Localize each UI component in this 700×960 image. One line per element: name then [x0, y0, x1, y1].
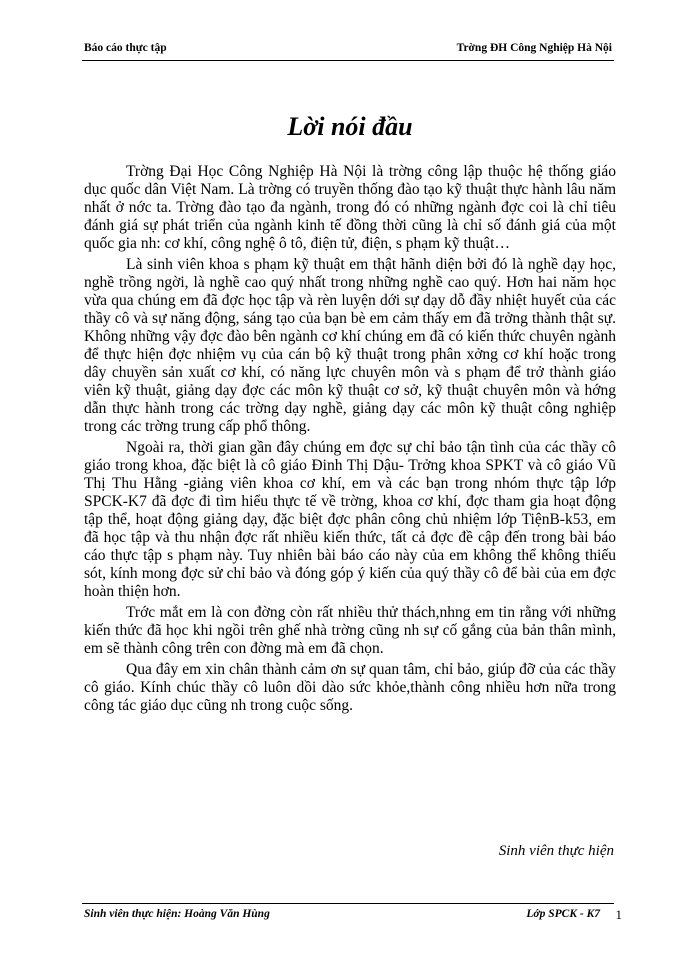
page-header: [84, 42, 612, 60]
signature-line: Sinh viên thực hiện: [498, 843, 614, 859]
footer-class: Lớp SPCK - K7: [526, 908, 600, 920]
header-left-text: Báo cáo thực tập: [84, 42, 167, 54]
paragraph-5: Qua đây em xin chân thành cảm ơn sự quan tâm, chỉ bảo, giúp đỡ của các thầy cô giáo. Kính chúc thầy cô luôn dồi dào sức khỏe,thành công nhiều hơn nữa trong công tác giáo dục cũng nh trong cuộc sống.: [84, 661, 616, 714]
header-right-text: Trờng ĐH Công Nghiệp Hà Nội: [456, 42, 612, 54]
paragraph-1: Trờng Đại Học Công Nghiệp Hà Nội là trờng công lập thuộc hệ thống giáo dục quốc dân Việt Nam. Là trờng có truyền thống đào tạo kỹ thuật thực hành lâu năm nhất ở nớc ta. Trờng đào tạo đa ngành, trong đó có những ngành đợc coi là chỉ tiêu đánh giá sự phát triển của ngành kinh tế đồng thời cũng là chỉ số đánh giá của một quốc gia nh: cơ khí, công nghệ ô tô, điện tử, điện, s phạm kỹ thuật…: [84, 163, 616, 252]
document-body: [84, 163, 616, 718]
footer-divider: [82, 903, 614, 904]
footer-student-name: Sinh viên thực hiện: Hoàng Văn Hùng: [84, 908, 270, 920]
page-number: 1: [615, 907, 622, 922]
header-divider: [82, 60, 614, 61]
document-title: Lời nói đầu: [287, 112, 413, 141]
page-footer: [84, 908, 622, 926]
paragraph-4: Trớc mắt em là con đờng còn rất nhiều thử thách,nhng em tin rằng với những kiến thức đã học khi ngồi trên ghế nhà trờng cũng nh sự cố gắng của bản thân mình, em sẽ thành công trên con đờng mà em đã chọn.: [84, 604, 616, 657]
paragraph-2: Là sinh viên khoa s phạm kỹ thuật em thật hãnh diện bởi đó là nghề dạy học, nghề trồng ngời, là nghề cao quý nhất trong những nghề cao quý. Hơn hai năm học vừa qua chúng em đã đợc học tập và rèn luyện dới sự dạy dỗ đầy nhiệt huyết của các thầy cô và sự năng động, sáng tạo của bạn bè em cảm thấy em đã trởng thành thật sự. Không những vậy đợc đào bên ngành cơ khí chúng em đã có kiến thức chuyên ngành để thực hiện đợc nhiệm vụ của cán bộ kỹ thuật trong phân xởng cơ khí hoặc trong dây chuyền sản xuất cơ khí, có năng lực chuyên môn và s phạm để trở thành giáo viên kỹ thuật, giảng dạy đợc các môn kỹ thuật cơ sở, kỹ thuật chuyên môn và hớng dẫn thực hành trong các trờng dạy nghề, giảng dạy các môn kỹ thuật công nghiệp trong các trờng trung cấp phổ thông.: [84, 256, 616, 435]
paragraph-3: Ngoài ra, thời gian gần đây chúng em đợc sự chỉ bảo tận tình của các thầy cô giáo trong khoa, đặc biệt là cô giáo Đinh Thị Dậu- Trởng khoa SPKT và cô giáo Vũ Thị Thu Hằng -giảng viên khoa cơ khí, em và các bạn trong nhóm thực tập lớp SPCK-K7 đã đợc đi tìm hiểu thực tế về trờng, khoa cơ khí, đợc tham gia hoạt động tập thể, hoạt động giảng dạy, đặc biệt đợc phân công chủ nhiệm lớp TiệnB-k53, em đã học tập và thu nhận đợc rất nhiều kiến thức, tất cả đợc đề cập đến trong bài báo cáo thực tập s phạm này. Tuy nhiên bài báo cáo này của em không thể không thiếu sót, kính mong đợc sử chỉ bảo và đóng góp ý kiến của quý thầy cô để bài của em đợc hoàn thiện hơn.: [84, 439, 616, 600]
